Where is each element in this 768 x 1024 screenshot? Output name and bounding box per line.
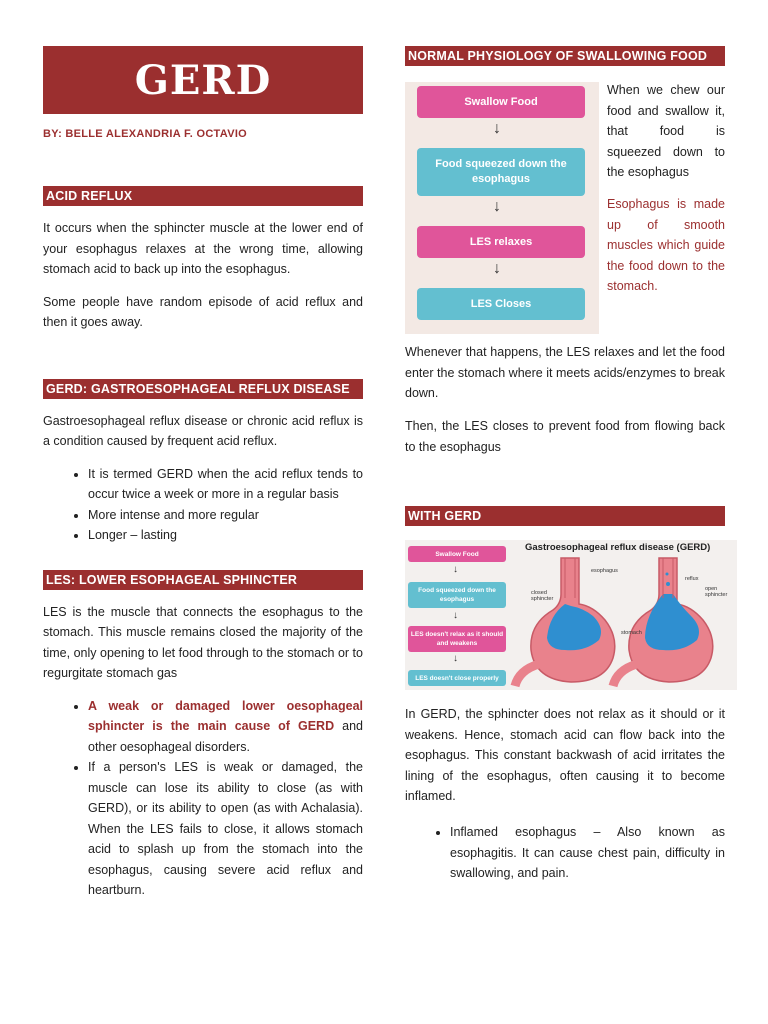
- down-arrow-icon: ↓: [453, 564, 458, 575]
- gerd-paragraph: Gastroesophageal reflux disease or chronic acid reflux is a condition caused by frequent acid reflux.: [43, 413, 363, 448]
- esophagus-side-text: Esophagus is made up of smooth muscles which guide the food down to the stomach.: [607, 197, 725, 293]
- list-item: • If a person's LES is weak or damaged, the muscle can lose its ability to close (as with GERD), or its ability to open (as with Achalasia). When the LES fails to close, it allows stomach acid to splash up from the stomach into the esophagus, causing severe acid reflux and heartburn.: [88, 757, 363, 901]
- gerd-bullet-list: [43, 464, 363, 546]
- list-item: • Longer – lasting: [88, 525, 363, 546]
- les-bullet-rest: and other oesophageal disorders.: [88, 719, 363, 754]
- down-arrow-icon: ↓: [493, 120, 501, 137]
- flow-step-squeezed: Food squeezed down the esophagus: [417, 148, 585, 196]
- list-item: [88, 696, 363, 758]
- right-column: [405, 46, 728, 946]
- heading-acid-reflux: ACID REFLUX: [43, 186, 363, 206]
- heading-les: LES: LOWER ESOPHAGEAL SPHINCTER: [43, 570, 363, 590]
- list-item: • It is termed GERD when the acid reflux tends to occur twice a week or more in a regular basis: [88, 464, 363, 505]
- flow-step-swallow: Swallow Food: [417, 86, 585, 118]
- gerd-flow-step-4: LES doesn't close properly: [408, 670, 506, 686]
- in-gerd-paragraph: In GERD, the sphincter does not relax as it should or it weakens. Hence, stomach acid can flow back into the esophagus. This constant backwash of acid irritates the lining of the esophagus, often causing it to become inflamed.: [405, 707, 725, 803]
- label-reflux: reflux: [685, 576, 699, 582]
- down-arrow-icon: ↓: [493, 260, 501, 277]
- swallowing-flowchart: [405, 82, 599, 334]
- label-stomach: stomach: [621, 630, 642, 636]
- gerd-flow-step-3: LES doesn't relax as it should and weakens: [408, 626, 506, 652]
- title-banner: [43, 46, 363, 114]
- gerd-illustration: [405, 540, 737, 690]
- acid-reflux-paragraph-1: It occurs when the sphincter muscle at the lower end of your esophagus relaxes at the wrong time, allowing stomach acid to back up into the esophagus.: [43, 221, 363, 276]
- list-item: • Inflamed esophagus – Also known as esophagitis. It can cause chest pain, difficulty in swallowing, and pain.: [450, 822, 725, 884]
- label-open-sphincter: open sphincter: [705, 586, 728, 598]
- with-gerd-bullet-list: [405, 822, 725, 884]
- label-closed-sphincter: closed sphincter: [531, 590, 554, 602]
- les-paragraph: LES is the muscle that connects the esophagus to the stomach. This muscle remains closed the majority of the time, only opening to let food through to the stomach or to regurgitate stomach gas: [43, 604, 363, 680]
- les-bullet-emphasis: A weak or damaged lower oesophageal sphincter is the main cause of GERD: [88, 698, 363, 733]
- stomach-closed-sphincter: [515, 558, 615, 686]
- gerd-flow-step-1: Swallow Food: [408, 546, 506, 562]
- label-esophagus: esophagus: [591, 568, 618, 574]
- les-relaxes-paragraph: Whenever that happens, the LES relaxes and let the food enter the stomach where it meets acids/enzymes to break down.: [405, 345, 725, 400]
- illustration-title: Gastroesophageal reflux disease (GERD): [525, 542, 711, 553]
- down-arrow-icon: ↓: [453, 610, 458, 621]
- heading-with-gerd: WITH GERD: [405, 506, 725, 526]
- les-bullet-list: [43, 696, 363, 901]
- list-item: • More intense and more regular: [88, 505, 363, 526]
- swallow-side-text: When we chew our food and swallow it, that food is squeezed down to the esophagus: [607, 83, 725, 179]
- heading-gerd: GERD: GASTROESOPHAGEAL REFLUX DISEASE: [43, 379, 363, 399]
- left-column: [43, 46, 363, 901]
- page-title: GERD: [134, 56, 272, 104]
- acid-reflux-paragraph-2: Some people have random episode of acid reflux and then it goes away.: [43, 294, 363, 329]
- les-closes-paragraph: Then, the LES closes to prevent food from flowing back to the esophagus: [405, 419, 725, 454]
- author-line: BY: BELLE ALEXANDRIA F. OCTAVIO: [43, 128, 248, 140]
- flow-step-les-closes: LES Closes: [417, 288, 585, 320]
- stomach-diagram: [509, 554, 737, 690]
- heading-normal-physiology: NORMAL PHYSIOLOGY OF SWALLOWING FOOD: [405, 46, 725, 66]
- down-arrow-icon: ↓: [453, 653, 458, 664]
- down-arrow-icon: ↓: [493, 198, 501, 215]
- gerd-flow-step-2: Food squeezed down the esophagus: [408, 582, 506, 608]
- flow-step-les-relaxes: LES relaxes: [417, 226, 585, 258]
